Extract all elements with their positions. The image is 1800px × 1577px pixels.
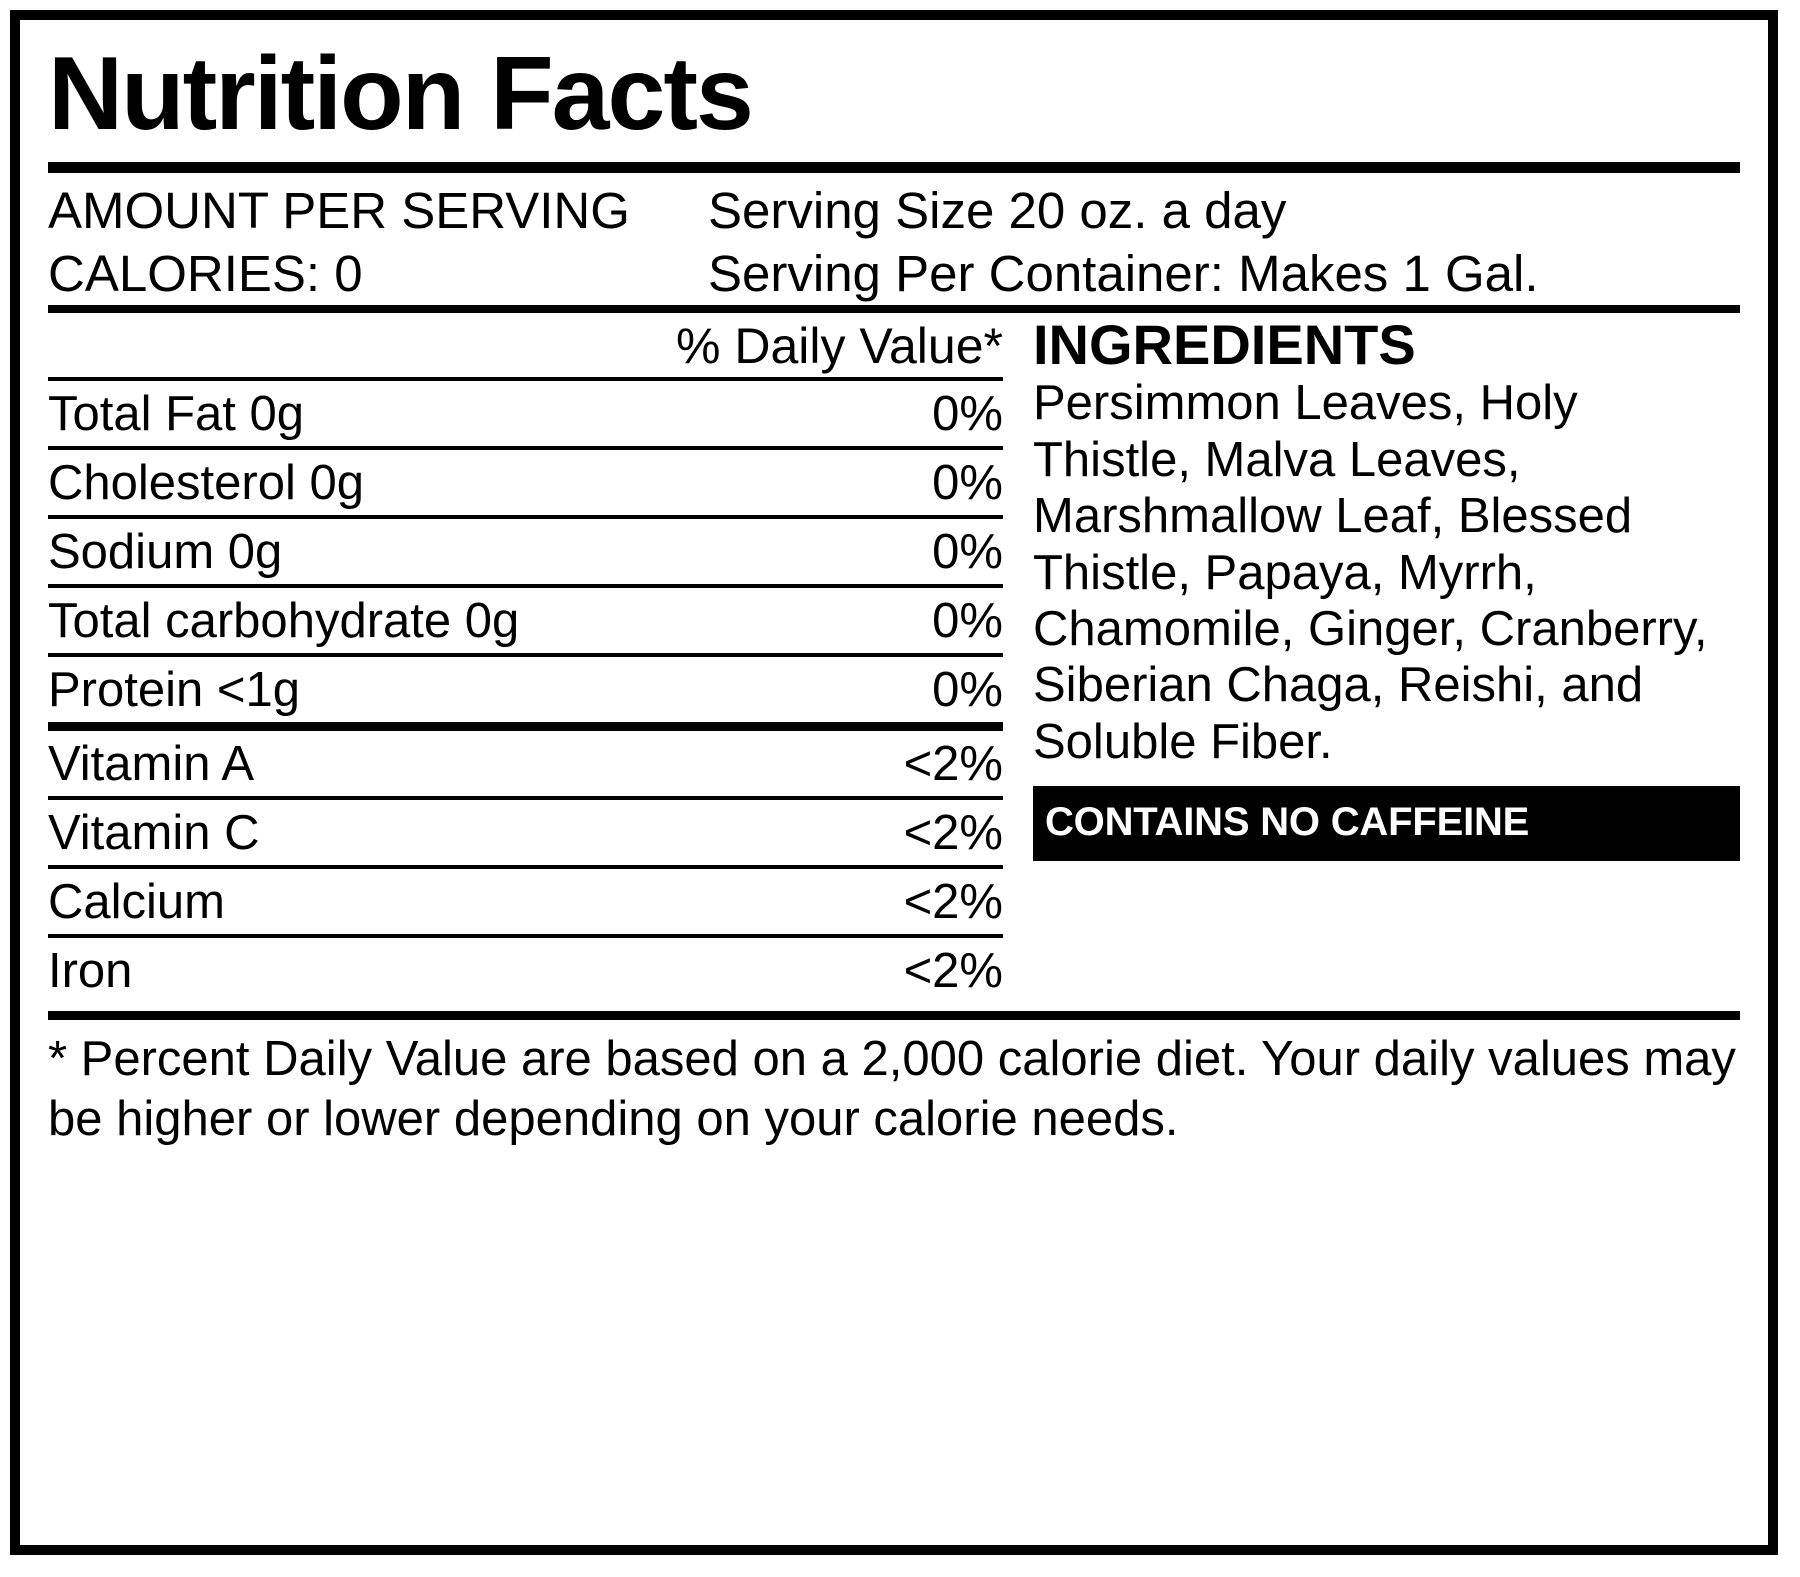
daily-value-header: % Daily Value* — [675, 318, 1003, 375]
ingredients-column — [1003, 313, 1740, 1003]
title-divider — [48, 162, 1740, 173]
nutrient-name: Sodium 0g — [48, 525, 283, 580]
footnote-text: * Percent Daily Value are based on a 2,000 calorie diet. Your daily values may be higher or lower depending on your calorie needs. — [48, 1032, 1736, 1147]
caffeine-banner: CONTAINS NO CAFFEINE — [1033, 786, 1740, 861]
table-row — [48, 381, 1003, 446]
table-row — [48, 800, 1003, 865]
nutrient-name: Protein <1g — [48, 663, 300, 718]
nutrient-name: Total carbohydrate 0g — [48, 594, 520, 649]
serving-row-amount — [48, 179, 1740, 242]
nutrient-column — [48, 313, 1003, 1003]
nutrient-dv: 0% — [932, 387, 1003, 442]
vitamin-dv: <2% — [903, 875, 1003, 930]
nutrient-dv: 0% — [932, 525, 1003, 580]
footnote-divider — [48, 1011, 1740, 1020]
label-body — [48, 313, 1740, 1003]
vitamins-divider — [48, 722, 1003, 731]
nutrient-dv: 0% — [932, 456, 1003, 511]
calories-label: CALORIES: 0 — [48, 245, 363, 303]
nutrient-dv: 0% — [932, 594, 1003, 649]
ingredients-text: Persimmon Leaves, Holy Thistle, Malva Leaves, Marshmallow Leaf, Blessed Thistle, Papaya, Myrrh, Chamomile, Ginger, Cranberry, Siberian Chaga, Reishi, and Soluble Fiber. — [1033, 376, 1708, 769]
vitamin-name: Calcium — [48, 875, 225, 930]
serving-info-block — [48, 179, 1740, 305]
servings-per-container-value: Serving Per Container: Makes 1 Gal. — [708, 245, 1539, 303]
table-row — [48, 450, 1003, 515]
table-row — [48, 731, 1003, 796]
nutrient-dv: 0% — [932, 663, 1003, 718]
nutrition-facts-label — [10, 10, 1778, 1555]
table-row — [48, 938, 1003, 1003]
vitamin-dv: <2% — [903, 806, 1003, 861]
serving-divider — [48, 305, 1740, 313]
vitamin-dv: <2% — [903, 944, 1003, 999]
ingredients-heading: INGREDIENTS — [1033, 313, 1416, 377]
vitamin-dv: <2% — [903, 737, 1003, 792]
nutrient-name: Cholesterol 0g — [48, 456, 364, 511]
table-row — [48, 869, 1003, 934]
table-row — [48, 657, 1003, 722]
serving-row-calories — [48, 242, 1740, 305]
table-row — [48, 519, 1003, 584]
vitamin-name: Vitamin C — [48, 806, 260, 861]
vitamin-name: Iron — [48, 944, 133, 999]
serving-size-value: Serving Size 20 oz. a day — [708, 182, 1287, 239]
amount-per-serving-label: AMOUNT PER SERVING — [48, 182, 630, 239]
table-row — [48, 588, 1003, 653]
page-title: Nutrition Facts — [48, 36, 752, 152]
vitamin-name: Vitamin A — [48, 737, 255, 792]
nutrient-name: Total Fat 0g — [48, 387, 305, 442]
